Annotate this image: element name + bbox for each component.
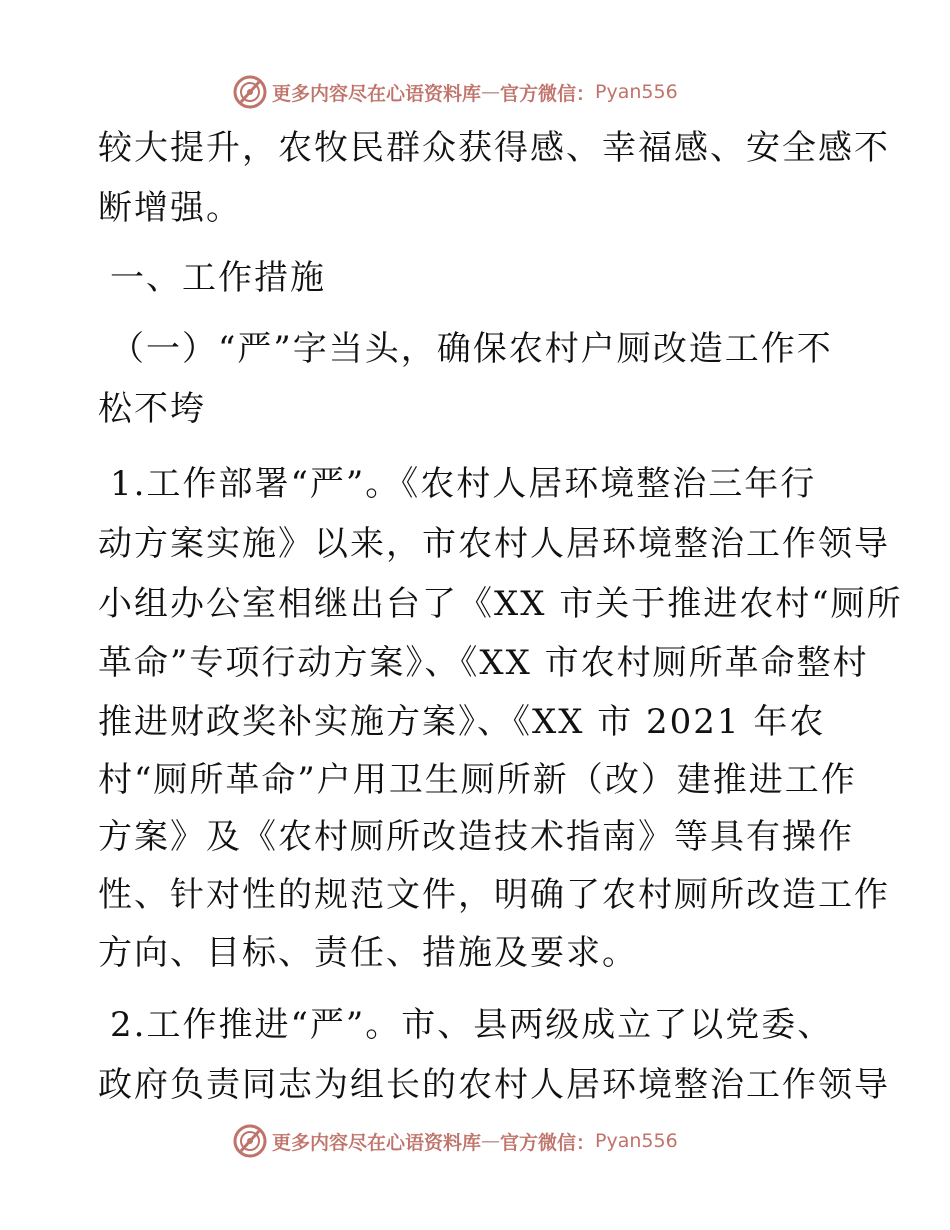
text-line: 村“厕所革命”户用卫生厕所新（改）建推进工作 [98,760,857,800]
text-line: 推进财政奖补实施方案》、《XX 市 2021 年农 [98,702,826,742]
watermark-header [232,72,678,112]
watermark-account: Pyan556 [595,1130,678,1152]
text-line: 小组办公室相继出台了《XX 市关于推进农村“厕所 [98,584,903,624]
watermark-separator: — [481,1130,501,1152]
watermark-wechat-label: 官方微信： [500,1131,596,1154]
watermark-site-name: 更多内容尽在心语资料库 [272,1131,482,1154]
paragraph-2-start: 2.工作推进“严”。市、县两级成立了以党委、 [110,1005,834,1045]
text-line: 政府负责同志为组长的农村人居环境整治工作领导 [98,1065,890,1105]
watermark-wechat-label: 官方微信： [500,82,596,105]
watermark-footer [232,1121,678,1161]
paragraph-1-start: 1.工作部署“严”。《农村人居环境整治三年行 [110,464,817,504]
text-line: 动方案实施》以来，市农村人居环境整治工作领导 [98,524,890,564]
seal-logo-icon [232,1123,268,1159]
section-heading: 一、工作措施 [110,258,326,298]
text-line: 较大提升，农牧民群众获得感、幸福感、安全感不 [98,128,890,168]
text-line: 革命”专项行动方案》、《XX 市农村厕所革命整村 [98,643,869,683]
subsection-heading-continued: 松不垮 [98,389,206,429]
seal-logo-icon [232,74,268,110]
text-line: 断增强。 [98,188,242,228]
watermark-separator: — [481,81,501,103]
text-line: 方向、目标、责任、措施及要求。 [98,933,638,973]
subsection-heading: （一）“严”字当头，确保农村户厕改造工作不 [110,329,833,369]
text-line: 方案》及《农村厕所改造技术指南》等具有操作 [98,817,854,857]
watermark-account: Pyan556 [595,81,678,103]
text-line: 性、针对性的规范文件，明确了农村厕所改造工作 [98,875,890,915]
watermark-site-name: 更多内容尽在心语资料库 [272,82,482,105]
